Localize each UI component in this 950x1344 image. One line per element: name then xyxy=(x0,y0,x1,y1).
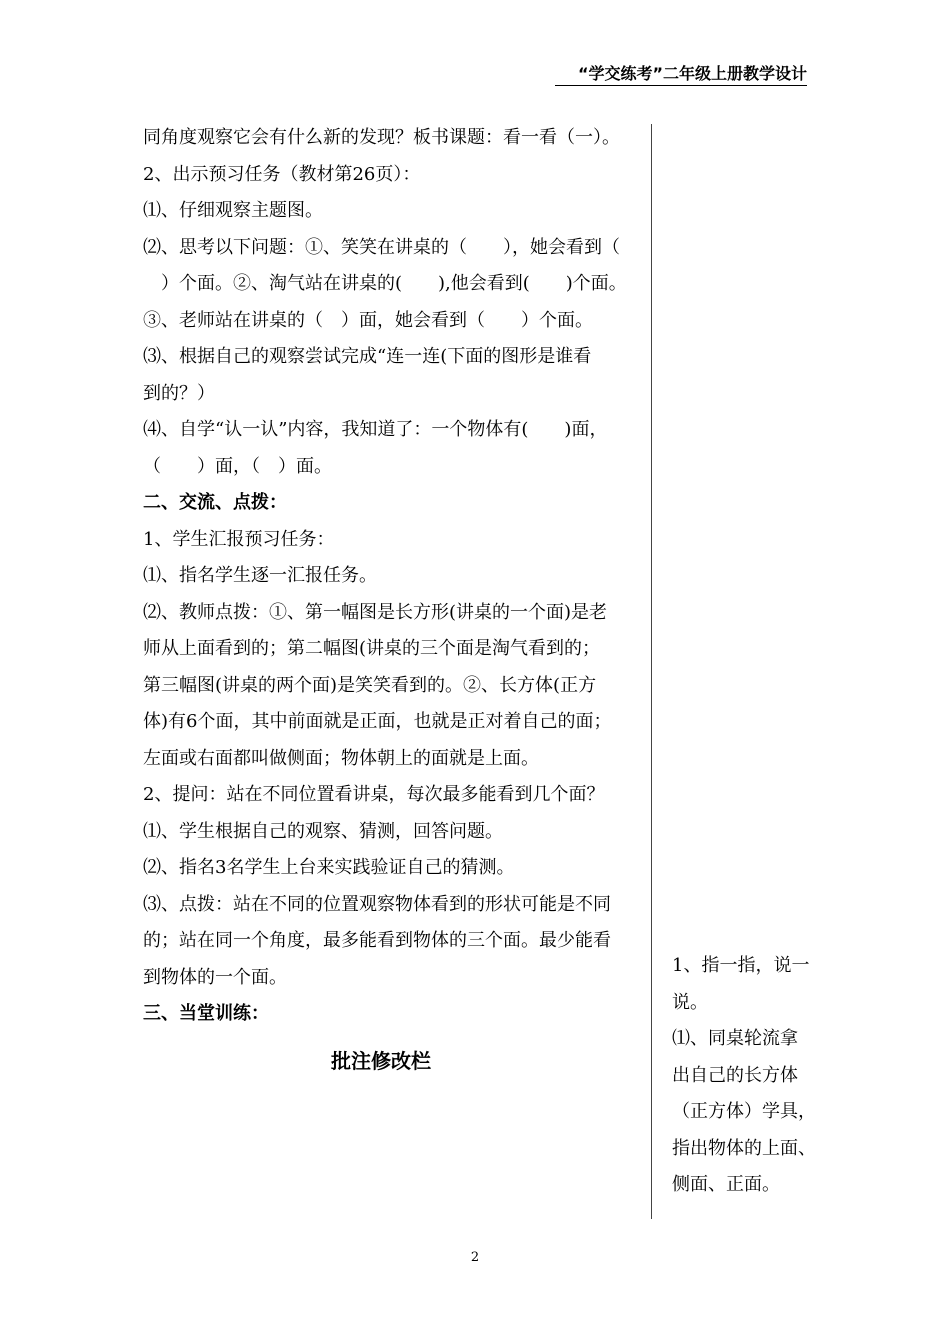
body-text-line: ⑵、指名3名学生上台来实践验证自己的猜测。 xyxy=(143,857,515,878)
body-text-line: ⑶、点拨：站在不同的位置观察物体看到的形状可能是不同 xyxy=(143,893,611,915)
body-text-line: 2、提问：站在不同位置看讲桌，每次最多能看到几个面？ xyxy=(143,784,605,805)
header-title: “学交练考”二年级上册教学设计 xyxy=(555,63,807,86)
body-text-line: 到的？） xyxy=(143,382,215,404)
column-divider xyxy=(651,124,652,1219)
body-text-line: ⑷、自学“认一认”内容，我知道了：一个物体有( )面， xyxy=(143,419,608,440)
side-note-line: 出自己的长方体 xyxy=(672,1064,798,1086)
body-text-line: ③、老师站在讲桌的（ ）面，她会看到（ ）个面。 xyxy=(143,309,593,331)
body-text-line: ⑵、教师点拨：①、第一幅图是长方形(讲桌的一个面)是老 xyxy=(143,601,608,623)
body-text-line: 第三幅图(讲桌的两个面)是笑笑看到的。②、长方体(正方 xyxy=(143,674,597,696)
body-text-line: 同角度观察它会有什么新的发现？板书课题：看一看（一）。 xyxy=(143,127,620,148)
body-text-line: 师从上面看到的；第二幅图(讲桌的三个面是淘气看到的； xyxy=(143,638,601,659)
side-note-line: ⑴、同桌轮流拿 xyxy=(672,1028,798,1049)
annotation-column-title: 批注修改栏 xyxy=(331,1049,431,1073)
body-text-line: 体)有6个面，其中前面就是正面，也就是正对着自己的面； xyxy=(143,711,612,732)
body-text-line: ⑴、仔细观察主题图。 xyxy=(143,200,323,221)
body-text-line: ）个面。②、淘气站在讲桌的( ),他会看到( )个面。 xyxy=(143,273,627,294)
side-note-line: 指出物体的上面、 xyxy=(672,1137,816,1159)
body-text-line: 左面或右面都叫做侧面；物体朝上的面就是上面。 xyxy=(143,747,539,769)
body-text-line: ⑴、指名学生逐一汇报任务。 xyxy=(143,565,377,586)
side-note-line: 1、指一指，说一 xyxy=(672,955,810,976)
side-note-line: 侧面、正面。 xyxy=(672,1174,780,1195)
page-number: 2 xyxy=(470,1250,480,1265)
section-heading: 二、交流、点拨： xyxy=(143,492,287,513)
section-heading: 三、当堂训练： xyxy=(143,1003,269,1024)
body-text-line: ⑴、学生根据自己的观察、猜测，回答问题。 xyxy=(143,820,503,842)
body-text-line: 到物体的一个面。 xyxy=(143,966,287,988)
side-note-line: 说。 xyxy=(672,991,708,1013)
body-text-line: ⑵、思考以下问题：①、笑笑在讲桌的（ ），她会看到（ xyxy=(143,236,620,258)
body-text-line: （ ）面，（ ）面。 xyxy=(143,455,332,477)
side-column xyxy=(672,948,832,1204)
body-text-line: 1、学生汇报预习任务： xyxy=(143,528,335,550)
side-note-line: （正方体）学具， xyxy=(672,1101,816,1122)
body-text-line: 2、出示预习任务（教材第26页）： xyxy=(143,163,421,185)
body-text-line: ⑶、根据自己的观察尝试完成“连一连(下面的图形是谁看 xyxy=(143,346,592,367)
body-text-line: 的；站在同一个角度，最多能看到物体的三个面。最少能看 xyxy=(143,930,611,951)
main-column xyxy=(143,120,635,1033)
